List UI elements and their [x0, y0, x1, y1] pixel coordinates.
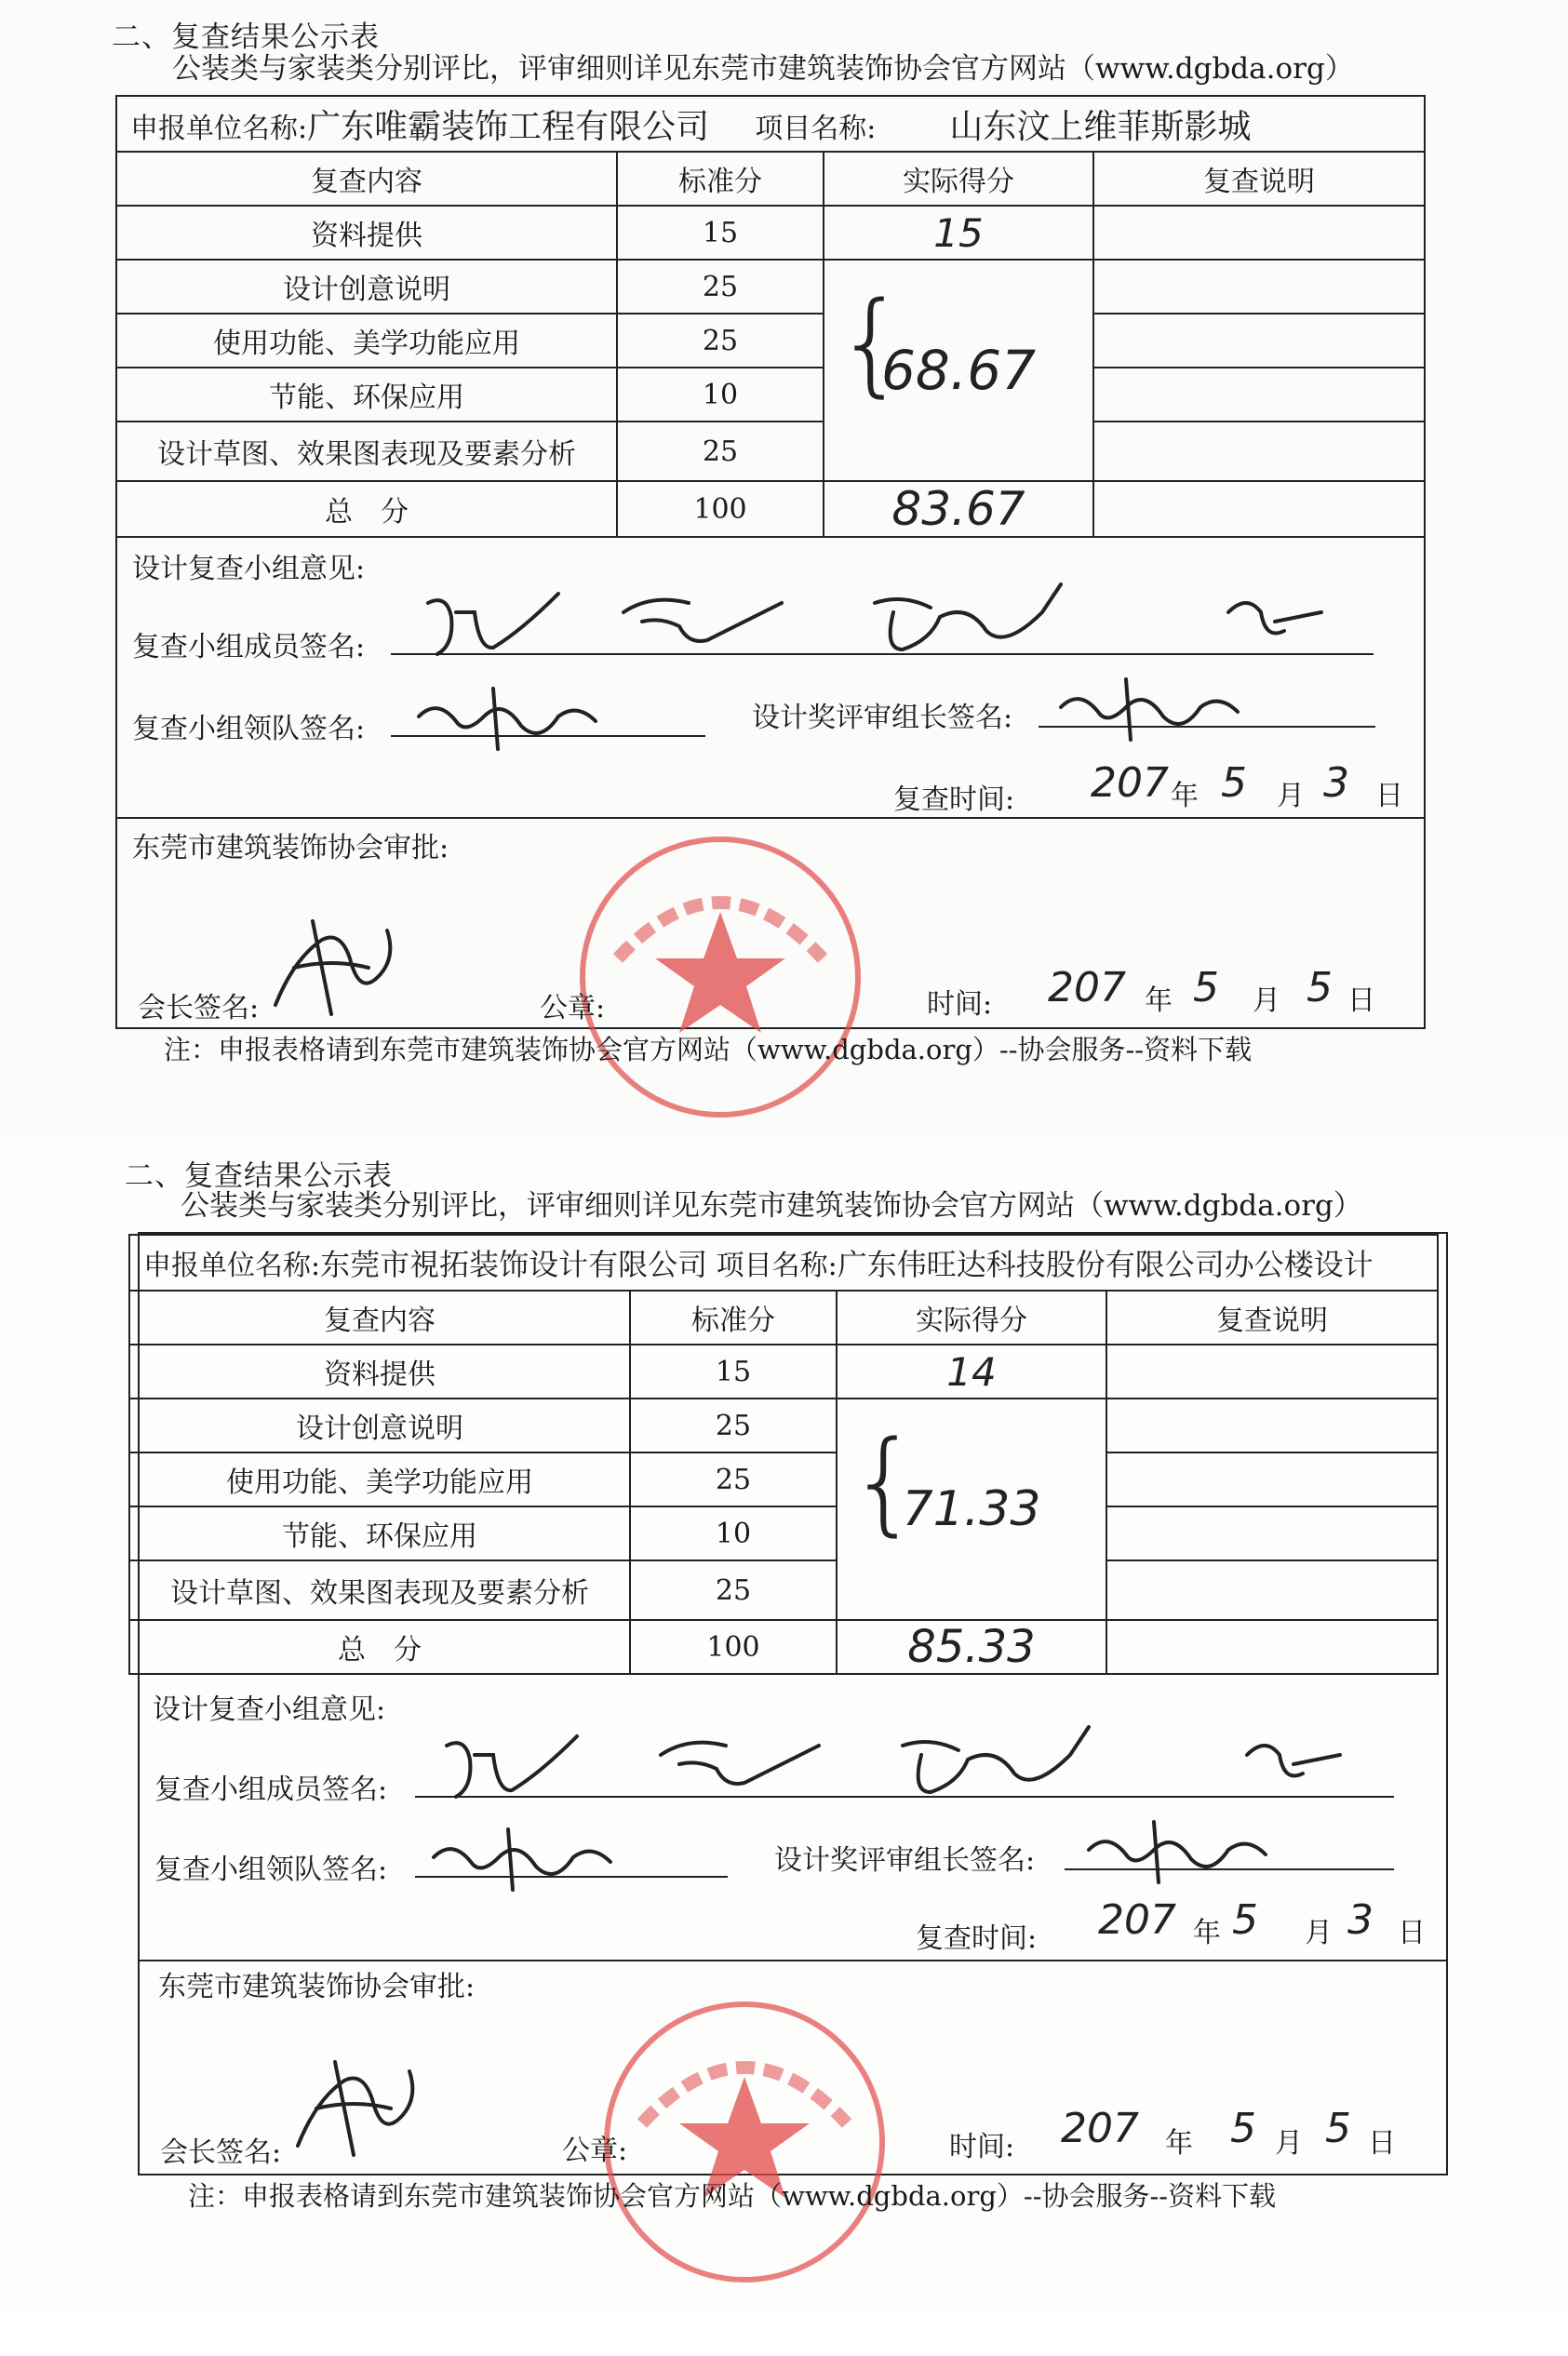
row-note — [1106, 1506, 1438, 1560]
col-header-actual: 实际得分 — [837, 1291, 1106, 1345]
project-label: 项目名称: — [755, 112, 877, 145]
score-table — [115, 95, 1426, 538]
row-standard: 10 — [617, 368, 824, 422]
row-note — [1093, 260, 1425, 314]
leader-signature-icon — [424, 1820, 638, 1894]
sheet-subheading: 公装类与家装类分别评比，评审细则详见东莞市建筑装饰协会官方网站（www.dgbda.org） — [172, 52, 1354, 86]
seal-label: 公章: — [540, 992, 606, 1024]
row-note — [1106, 1452, 1438, 1506]
row-standard: 25 — [617, 314, 824, 368]
day-unit: 日 — [1398, 1917, 1426, 1949]
total-note — [1093, 481, 1425, 537]
project-value: 广东伟旺达科技股份有限公司办公楼设计 — [837, 1247, 1374, 1282]
chair-label: 设计奖评审组长签名: — [774, 1844, 1036, 1877]
approval-label: 东莞市建筑装饰协会审批: — [158, 1971, 476, 2003]
applicant-value: 东莞市視拓装饰设计有限公司 — [320, 1247, 708, 1282]
association-seal-icon — [596, 1993, 893, 2291]
score-combined: 71.33 — [902, 1481, 1041, 1537]
opinion-label: 设计复查小组意见: — [132, 553, 366, 585]
approval-day: 5 — [1325, 2105, 1351, 2152]
applicant-row — [129, 1235, 1438, 1291]
leader-label: 复查小组领队签名: — [154, 1854, 388, 1886]
brace-mark: { — [836, 279, 907, 408]
total-score: 83.67 — [824, 481, 1093, 537]
col-header-content: 复查内容 — [129, 1291, 630, 1345]
sheet-heading: 二、复查结果公示表 — [125, 1159, 393, 1193]
row-note — [1093, 206, 1425, 260]
total-standard: 100 — [617, 481, 824, 537]
opinion-label: 设计复查小组意见: — [153, 1693, 386, 1726]
leader-signature-icon — [409, 679, 623, 754]
year-unit: 年 — [1171, 780, 1199, 812]
row-note — [1106, 1560, 1438, 1620]
applicant-row — [116, 96, 1425, 152]
month-unit: 月 — [1305, 1917, 1333, 1949]
row-item: 资料提供 — [116, 206, 617, 260]
members-signature-icon — [428, 1718, 1414, 1811]
month-unit: 月 — [1275, 2127, 1303, 2160]
row-item: 设计创意说明 — [129, 1399, 630, 1452]
review-day: 3 — [1347, 1896, 1374, 1944]
score-materials: 15 — [824, 206, 1093, 260]
row-standard: 25 — [630, 1399, 837, 1452]
association-seal-icon — [571, 828, 869, 1126]
row-standard: 15 — [617, 206, 824, 260]
review-sheet-2 — [0, 1137, 1568, 2315]
approval-day: 5 — [1307, 964, 1333, 1011]
row-item: 设计创意说明 — [116, 260, 617, 314]
applicant-label: 申报单位名称: — [130, 112, 308, 145]
day-unit: 日 — [1347, 984, 1375, 1017]
chair-signature-icon — [1079, 1813, 1275, 1887]
row-note — [1093, 368, 1425, 422]
col-header-standard: 标准分 — [630, 1291, 837, 1345]
score-table — [128, 1234, 1439, 1675]
review-year: 207 — [1091, 759, 1169, 807]
col-header-notes: 复查说明 — [1093, 152, 1425, 206]
row-standard: 25 — [630, 1560, 837, 1620]
members-label: 复查小组成员签名: — [154, 1774, 388, 1806]
row-standard: 25 — [617, 422, 824, 481]
project-label: 项目名称: — [716, 1250, 838, 1282]
total-note — [1106, 1620, 1438, 1674]
row-note — [1106, 1399, 1438, 1452]
row-standard: 25 — [617, 260, 824, 314]
review-month: 5 — [1232, 1896, 1258, 1944]
approval-month: 5 — [1193, 964, 1219, 1011]
row-item: 资料提供 — [129, 1345, 630, 1399]
applicant-value: 广东唯霸装饰工程有限公司 — [307, 107, 710, 146]
president-signature-icon — [257, 903, 406, 1024]
footer-note: 注：申报表格请到东莞市建筑装饰协会官方网站（www.dgbda.org）--协会服务--资料下载 — [164, 1034, 1253, 1065]
row-item: 设计草图、效果图表现及要素分析 — [116, 422, 617, 481]
approval-month: 5 — [1230, 2105, 1256, 2152]
footer-note: 注：申报表格请到东莞市建筑装饰协会官方网站（www.dgbda.org）--协会服务--资料下载 — [188, 2180, 1277, 2212]
col-header-actual: 实际得分 — [824, 152, 1093, 206]
review-month: 5 — [1221, 759, 1247, 807]
sheet-subheading: 公装类与家装类分别评比，评审细则详见东莞市建筑装饰协会官方网站（www.dgbda.org） — [181, 1189, 1362, 1223]
members-label: 复查小组成员签名: — [132, 631, 366, 663]
chair-label: 设计奖评审组长签名: — [752, 702, 1013, 734]
total-standard: 100 — [630, 1620, 837, 1674]
row-item: 使用功能、美学功能应用 — [129, 1452, 630, 1506]
president-signature-icon — [279, 2043, 428, 2164]
review-day: 3 — [1323, 759, 1349, 807]
row-standard: 25 — [630, 1452, 837, 1506]
section-divider — [115, 817, 1424, 819]
total-score: 85.33 — [837, 1620, 1106, 1674]
score-combined-cell — [824, 260, 1093, 481]
score-combined: 68.67 — [880, 339, 1037, 402]
col-header-standard: 标准分 — [617, 152, 824, 206]
brace-mark: { — [849, 1418, 920, 1547]
review-time-label: 复查时间: — [893, 783, 1015, 816]
review-time-label: 复查时间: — [916, 1922, 1038, 1955]
month-unit: 月 — [1253, 984, 1280, 1017]
col-header-notes: 复查说明 — [1106, 1291, 1438, 1345]
day-unit: 日 — [1368, 2127, 1396, 2160]
approval-year: 207 — [1048, 964, 1126, 1011]
row-note — [1093, 422, 1425, 481]
time-label: 时间: — [927, 988, 993, 1021]
row-item: 节能、环保应用 — [129, 1506, 630, 1560]
row-item: 使用功能、美学功能应用 — [116, 314, 617, 368]
members-signature-icon — [409, 575, 1396, 668]
day-unit: 日 — [1375, 780, 1403, 812]
row-note — [1093, 314, 1425, 368]
total-label: 总 分 — [116, 481, 617, 537]
row-standard: 10 — [630, 1506, 837, 1560]
score-combined-cell — [837, 1399, 1106, 1620]
applicant-label: 申报单位名称: — [143, 1250, 321, 1282]
leader-label: 复查小组领队签名: — [132, 713, 366, 745]
row-note — [1106, 1345, 1438, 1399]
review-year: 207 — [1098, 1896, 1176, 1944]
row-item: 设计草图、效果图表现及要素分析 — [129, 1560, 630, 1620]
month-unit: 月 — [1277, 780, 1305, 812]
president-label: 会长签名: — [160, 2136, 282, 2169]
year-unit: 年 — [1145, 984, 1173, 1017]
year-unit: 年 — [1165, 2127, 1193, 2160]
section-divider — [138, 1960, 1446, 1961]
total-label: 总 分 — [129, 1620, 630, 1674]
approval-label: 东莞市建筑装饰协会审批: — [132, 832, 449, 864]
project-value: 山东汶上维菲斯影城 — [949, 107, 1252, 146]
approval-year: 207 — [1061, 2105, 1139, 2152]
president-label: 会长签名: — [138, 992, 260, 1024]
row-item: 节能、环保应用 — [116, 368, 617, 422]
year-unit: 年 — [1193, 1917, 1221, 1949]
time-label: 时间: — [949, 2131, 1015, 2163]
col-header-content: 复查内容 — [116, 152, 617, 206]
chair-signature-icon — [1052, 670, 1247, 744]
score-materials: 14 — [837, 1345, 1106, 1399]
row-standard: 15 — [630, 1345, 837, 1399]
seal-label: 公章: — [562, 2135, 628, 2167]
sheet-heading: 二、复查结果公示表 — [112, 20, 380, 54]
